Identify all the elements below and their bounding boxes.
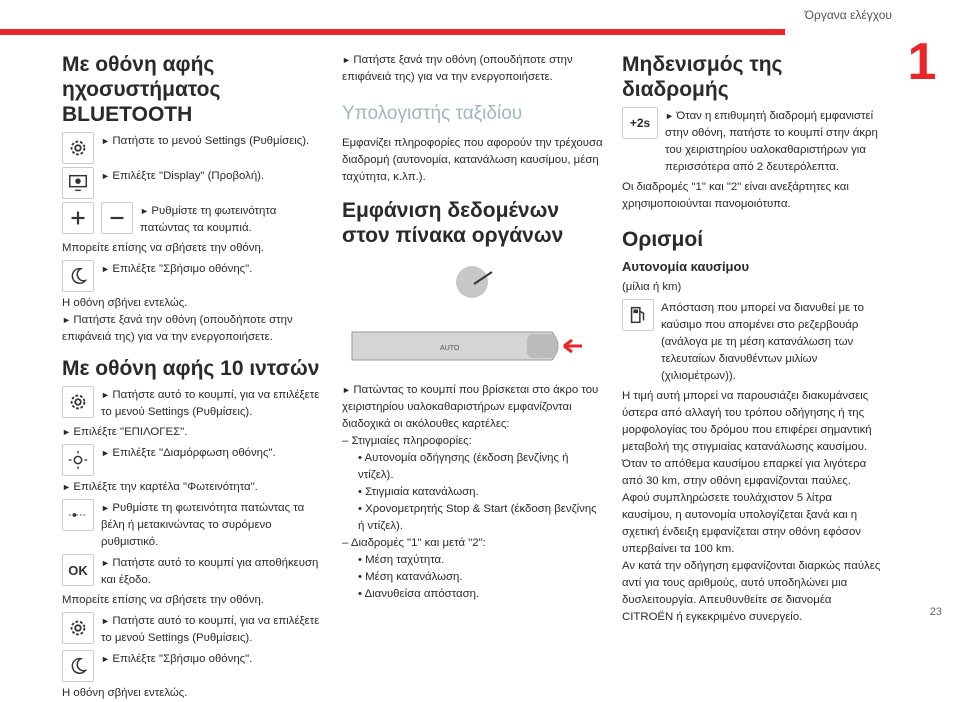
chapter-number: 1 — [907, 33, 937, 91]
step-text: ► Επιλέξτε "Σβήσιμο οθόνης". — [101, 260, 324, 278]
step-row — [62, 202, 324, 237]
step-text: ► Πατήστε το μενού Settings (Ρυθμίσεις). — [101, 132, 324, 150]
paragraph: Η οθόνη σβήνει εντελώς. — [62, 297, 188, 309]
gear-icon — [62, 386, 94, 418]
list-item: – Διαδρομές "1" και μετά "2": — [342, 537, 486, 549]
moon-icon — [62, 650, 94, 682]
two-seconds-badge-icon: +2s — [622, 107, 658, 139]
paragraph: Η οθόνη σβήνει εντελώς. — [62, 687, 188, 699]
step-text: ► Πατήστε αυτό το κουμπί, για να επιλέξετε το μενού Settings (Ρυθμίσεις). — [101, 386, 324, 421]
subheading-fuel-range: Αυτονομία καυσίμου — [622, 259, 750, 274]
slider-icon — [62, 499, 94, 531]
step-text: ► Επιλέξτε την καρτέλα "Φωτεινότητα". — [62, 479, 324, 496]
list-item: • Χρονομετρητής Stop & Start (έκδοση βενζίνης ή ντίζελ). — [358, 501, 604, 535]
unit-text: (μίλια ή km) — [622, 281, 682, 293]
column-3 — [622, 52, 884, 626]
paragraph: Εμφανίζει πληροφορίες που αφορούν την τρέχουσα διαδρομή (αυτονομία, κατανάλωση καυσίμου, μέση ταχύτητα, κ.λπ.). — [342, 137, 603, 183]
step-row — [62, 554, 324, 589]
gear-icon — [62, 132, 94, 164]
fuel-pump-icon — [622, 299, 654, 331]
wiper-stalk-illustration — [342, 254, 604, 374]
paragraph: Η τιμή αυτή μπορεί να παρουσιάζει διακυμάνσεις ύστερα από αλλαγή του τρόπου οδήγησης ή της μορφολογίας του δρόμου που επιφέρει σημαντική μεταβολή της στιγμιαίας κατανάλωσης καυσίμου. — [622, 390, 872, 453]
step-row — [62, 499, 324, 551]
list-item: • Στιγμιαία κατανάλωση. — [358, 484, 604, 501]
page-header — [0, 0, 960, 36]
step-row — [62, 612, 324, 647]
paragraph: Μπορείτε επίσης να σβήσετε την οθόνη. — [62, 594, 264, 606]
paragraph: Απόσταση που μπορεί να διανυθεί με το καύσιμο που απομένει στο ρεζερβουάρ (ανάλογα με τη μέση κατανάλωση των τελευταίων διανυθέντων μιλίων (χιλιομέτρων)). — [661, 302, 864, 382]
step-text: ► Πατήστε αυτό το κουμπί, για να επιλέξετε το μενού Settings (Ρυθμίσεις). — [101, 612, 324, 647]
step-text: ► Πατήστε ξανά την οθόνη (οπουδήποτε στην επιφάνειά της) για να την ενεργοποιήσετε. — [62, 312, 324, 346]
step-text: ► Πατώντας το κουμπί που βρίσκεται στο άκρο του χειριστηρίου υαλοκαθαριστήρων εμφανίζονται διαδοχικά οι ακόλουθες καρτέλες: — [342, 382, 604, 433]
steering-wheel-icon — [456, 266, 488, 298]
step-row — [622, 107, 884, 176]
heading-bluetooth: Με οθόνη αφής ηχοσυστήματος BLUETOOTH — [62, 53, 221, 126]
paragraph: Αφού συμπληρώσετε τουλάχιστον 5 λίτρα καυσίμου, η αυτονομία υπολογίζεται ξανά και η σχετική ένδειξη εμφανίζεται στην οθόνη εφόσον υπερβαίνει τα 100 km. — [622, 492, 861, 555]
plus-icon — [62, 202, 94, 234]
subtitle-trip-computer: Υπολογιστής ταξιδίου — [342, 103, 523, 124]
step-text: ► Πατήστε ξανά την οθόνη (οπουδήποτε στην επιφάνειά της) για να την ενεργοποιήσετε. — [342, 52, 604, 86]
paragraph: Αν κατά την οδήγηση εμφανίζονται διαρκώς παύλες αντί για τους αριθμούς, αυτό υποδηλώνει μια δυσλειτουργία. Απευθυνθείτε σε διανομέα CITROËN ή εγκεκριμένο συνεργείο. — [622, 560, 881, 623]
section-title: Όργανα ελέγχου — [804, 8, 892, 22]
step-text: ► Επιλέξτε "Σβήσιμο οθόνης". — [101, 650, 324, 668]
list-item: – Στιγμιαίες πληροφορίες: — [342, 435, 472, 447]
step-row — [62, 167, 324, 199]
paragraph: Οι διαδρομές "1" και "2" είναι ανεξάρτητες και χρησιμοποιούνται πανομοιότυπα. — [622, 181, 849, 210]
step-text: ► Επιλέξτε "ΕΠΙΛΟΓΕΣ". — [62, 424, 324, 441]
minus-icon — [101, 202, 133, 234]
page-number: 23 — [929, 606, 942, 618]
step-row — [62, 132, 324, 164]
step-row — [62, 386, 324, 421]
heading-reset-trip: Μηδενισμός της διαδρομής — [622, 53, 783, 101]
display-brightness-icon — [62, 167, 94, 199]
ok-icon: OK — [62, 554, 94, 586]
brightness-icon — [62, 444, 94, 476]
column-2 — [342, 52, 604, 603]
column-1 — [62, 52, 324, 702]
heading-instrument-panel: Εμφάνιση δεδομένων στον πίνακα οργάνων — [342, 199, 564, 247]
list-item: • Αυτονομία οδήγησης (έκδοση βενζίνης ή ντίζελ). — [358, 450, 604, 484]
step-row — [62, 260, 324, 292]
header-red-line — [0, 29, 785, 35]
step-text: ► Πατήστε αυτό το κουμπί για αποθήκευση και έξοδο. — [101, 554, 324, 589]
step-text: ► Όταν η επιθυμητή διαδρομή εμφανιστεί στην οθόνη, πατήστε το κουμπί στην άκρη του χειριστηρίου υαλοκαθαριστήρων για περισσότερα από 2 δευτερόλεπτα. — [665, 107, 884, 176]
step-row — [62, 444, 324, 476]
step-text: ► Επιλέξτε "Display" (Προβολή). — [101, 167, 324, 185]
paragraph: Όταν το απόθεμα καυσίμου επαρκεί για λιγότερα από 30 km, στην οθόνη εμφανίζονται παύλες. — [622, 458, 867, 487]
arrow-icon — [564, 340, 582, 352]
paragraph: Μπορείτε επίσης να σβήσετε την οθόνη. — [62, 242, 264, 254]
list — [342, 552, 604, 603]
list-item: • Μέση κατανάλωση. — [358, 569, 604, 586]
list-item: • Διανυθείσα απόσταση. — [358, 586, 604, 603]
step-text: ► Ρυθμίστε τη φωτεινότητα πατώντας τα κουμπιά. — [140, 202, 324, 237]
heading-definitions: Ορισμοί — [622, 228, 704, 251]
gear-icon — [62, 612, 94, 644]
list-item: • Μέση ταχύτητα. — [358, 552, 604, 569]
step-text: ► Επιλέξτε "Διαμόρφωση οθόνης". — [101, 444, 324, 462]
moon-icon — [62, 260, 94, 292]
list — [342, 450, 604, 535]
step-row — [62, 650, 324, 682]
stalk-auto-label: AUTO — [440, 345, 460, 352]
step-text: ► Ρυθμίστε τη φωτεινότητα πατώντας τα βέλη ή μετακινώντας το συρόμενο ρυθμιστικό. — [101, 499, 324, 551]
stalk-drawing — [342, 254, 604, 374]
step-row — [622, 299, 884, 385]
heading-10-inch: Με οθόνη αφής 10 ιντσών — [62, 357, 320, 380]
